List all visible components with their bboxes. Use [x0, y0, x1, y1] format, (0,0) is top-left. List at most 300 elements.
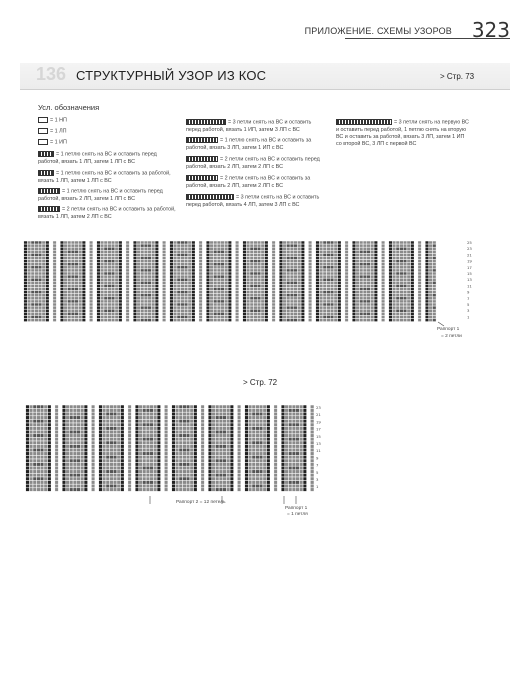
chart-cell — [172, 470, 176, 474]
chart-cell — [221, 250, 225, 253]
chart-cell — [142, 477, 146, 481]
chart-cell — [26, 481, 30, 485]
chart-cell — [151, 241, 155, 244]
chart-cell — [396, 275, 400, 278]
chart-cell — [84, 430, 88, 434]
chart-cell — [278, 423, 282, 427]
chart-cell — [274, 430, 278, 434]
chart-cell — [130, 269, 134, 272]
chart-cell — [88, 434, 92, 438]
chart-cell — [267, 441, 271, 445]
chart-cell — [422, 306, 426, 309]
chart-cell — [73, 481, 77, 485]
chart-cell — [310, 448, 314, 452]
chart-cell — [363, 306, 367, 309]
chart-cell — [250, 281, 254, 284]
chart-cell — [111, 309, 115, 312]
chart-cell — [219, 488, 223, 492]
chart-cell — [246, 281, 250, 284]
chart-cell — [104, 315, 108, 318]
chart-cell — [319, 306, 323, 309]
chart-cell — [246, 275, 250, 278]
chart-cell — [400, 294, 404, 297]
chart-cell — [59, 466, 63, 470]
chart-cell — [44, 484, 48, 488]
chart-cell — [122, 253, 126, 256]
chart-cell — [144, 263, 148, 266]
chart-cell — [108, 297, 112, 300]
chart-cell — [27, 257, 31, 260]
chart-cell — [137, 288, 141, 291]
chart-cell — [144, 312, 148, 315]
chart-cell — [267, 434, 271, 438]
chart-cell — [349, 319, 353, 322]
chart-cell — [234, 441, 238, 445]
chart-cell — [403, 241, 407, 244]
chart-cell — [201, 455, 205, 459]
chart-cell — [177, 309, 181, 312]
chart-cell — [283, 257, 287, 260]
chart-cell — [140, 272, 144, 275]
chart-cell — [367, 263, 371, 266]
chart-cell — [132, 441, 136, 445]
chart-cell — [307, 427, 311, 431]
chart-cell — [254, 241, 258, 244]
legend-item-13: = 3 петли снять на первую ВС и оставить перед работой, 1 петлю снять на вторую ВС и оставить за работой, вязать 3 ЛП, затем 1 ИП со второй ВС, 3 ЛП с первой ВС — [336, 119, 469, 148]
chart-cell — [403, 300, 407, 303]
chart-cell — [155, 291, 159, 294]
chart-cell — [403, 269, 407, 272]
row-number: 17 — [316, 426, 321, 432]
chart-cell — [252, 448, 256, 452]
chart-cell — [183, 423, 187, 427]
chart-cell — [53, 309, 57, 312]
chart-cell — [261, 269, 265, 272]
chart-cell — [60, 263, 64, 266]
chart-cell — [66, 423, 70, 427]
chart-cell — [175, 481, 179, 485]
chart-cell — [246, 269, 250, 272]
chart-cell — [367, 247, 371, 250]
chart-cell — [296, 405, 300, 409]
chart-cell — [363, 260, 367, 263]
chart-cell — [310, 459, 314, 463]
chart-cell — [389, 319, 393, 322]
chart-cell — [133, 294, 137, 297]
chart-cell — [97, 281, 101, 284]
chart-cell — [370, 278, 374, 281]
chart-cell — [51, 405, 55, 409]
chart-cell — [102, 484, 106, 488]
chart-cell — [323, 263, 327, 266]
chart-cell — [78, 315, 82, 318]
chart-cell — [192, 303, 196, 306]
chart-cell — [286, 275, 290, 278]
chart-cell — [248, 484, 252, 488]
chart-cell — [172, 405, 176, 409]
chart-cell — [80, 412, 84, 416]
chart-cell — [245, 481, 249, 485]
chart-cell — [316, 278, 320, 281]
chart-cell — [168, 459, 172, 463]
chart-cell — [224, 266, 228, 269]
chart-cell — [144, 257, 148, 260]
chart-cell — [403, 306, 407, 309]
chart-cell — [261, 315, 265, 318]
chart-cell — [203, 281, 207, 284]
chart-cell — [429, 257, 433, 260]
chart-cell — [359, 253, 363, 256]
chart-cell — [31, 312, 35, 315]
chart-cell — [93, 306, 97, 309]
chart-cell — [135, 463, 139, 467]
chart-cell — [35, 263, 39, 266]
chart-cell — [206, 244, 210, 247]
chart-cell — [78, 284, 82, 287]
chart-cell — [215, 437, 219, 441]
chart-cell — [256, 423, 260, 427]
chart-cell — [99, 416, 103, 420]
chart-cell — [197, 484, 201, 488]
chart-cell — [254, 294, 258, 297]
chart-cell — [243, 312, 247, 315]
chart-cell — [199, 253, 203, 256]
chart-cell — [111, 260, 115, 263]
chart-cell — [239, 309, 243, 312]
chart-cell — [259, 427, 263, 431]
chart-cell — [212, 473, 216, 477]
chart-cell — [140, 247, 144, 250]
chart-cell — [69, 455, 73, 459]
chart-cell — [184, 250, 188, 253]
chart-cell — [374, 275, 378, 278]
chart-cell — [374, 241, 378, 244]
chart-cell — [24, 281, 28, 284]
chart-cell — [62, 452, 66, 456]
chart-cell — [272, 303, 276, 306]
chart-cell — [206, 288, 210, 291]
chart-cell — [285, 419, 289, 423]
chart-cell — [243, 284, 247, 287]
chart-cell — [414, 300, 418, 303]
chart-cell — [248, 466, 252, 470]
chart-cell — [126, 263, 130, 266]
chart-cell — [46, 319, 50, 322]
chart-cell — [219, 459, 223, 463]
chart-cell — [124, 412, 128, 416]
chart-cell — [148, 281, 152, 284]
chart-cell — [124, 484, 128, 488]
chart-cell — [370, 244, 374, 247]
chart-cell — [110, 484, 114, 488]
chart-cell — [144, 269, 148, 272]
chart-cell — [323, 297, 327, 300]
chart-cell — [279, 312, 283, 315]
chart-cell — [303, 430, 307, 434]
chart-cell — [286, 266, 290, 269]
chart-cell — [374, 260, 378, 263]
chart-cell — [183, 419, 187, 423]
chart-cell — [232, 306, 236, 309]
chart-cell — [276, 241, 280, 244]
chart-cell — [153, 459, 157, 463]
chart-cell — [274, 466, 278, 470]
chart-cell — [296, 409, 300, 413]
chart-cell — [235, 250, 239, 253]
chart-cell — [124, 423, 128, 427]
chart-cell — [53, 247, 57, 250]
chart-cell — [48, 466, 52, 470]
chart-cell — [425, 306, 429, 309]
chart-cell — [312, 257, 316, 260]
chart-cell — [80, 477, 84, 481]
chart-cell — [53, 319, 57, 322]
chart-cell — [108, 257, 112, 260]
chart-cell — [310, 455, 314, 459]
chart-cell — [215, 473, 219, 477]
chart-cell — [429, 319, 433, 322]
chart-cell — [303, 445, 307, 449]
chart-cell — [100, 269, 104, 272]
chart-cell — [89, 312, 93, 315]
repeat-label-top: Раппорт 1 — [437, 327, 460, 332]
chart-cell — [177, 288, 181, 291]
chart-cell — [71, 300, 75, 303]
chart-cell — [400, 275, 404, 278]
chart-cell — [115, 275, 119, 278]
chart-cell — [223, 405, 227, 409]
chart-cell — [48, 419, 52, 423]
chart-cell — [139, 484, 143, 488]
chart-cell — [93, 284, 97, 287]
chart-cell — [153, 430, 157, 434]
chart-cell — [62, 463, 66, 467]
chart-cell — [53, 266, 57, 269]
chart-cell — [418, 281, 422, 284]
chart-cell — [349, 241, 353, 244]
chart-cell — [162, 284, 166, 287]
chart-cell — [168, 441, 172, 445]
chart-cell — [230, 405, 234, 409]
chart-cell — [113, 405, 117, 409]
chart-cell — [75, 288, 79, 291]
chart-cell — [378, 269, 382, 272]
chart-cell — [197, 452, 201, 456]
chart-cell — [100, 319, 104, 322]
chart-cell — [84, 434, 88, 438]
chart-cell — [418, 260, 422, 263]
chart-cell — [104, 288, 108, 291]
chart-cell — [128, 419, 132, 423]
chart-cell — [117, 409, 121, 413]
chart-cell — [110, 445, 114, 449]
chart-cell — [226, 412, 230, 416]
chart-cell — [219, 477, 223, 481]
chart-cell — [414, 253, 418, 256]
chart-cell — [51, 427, 55, 431]
chart-cell — [403, 281, 407, 284]
chart-cell — [245, 445, 249, 449]
chart-cell — [150, 427, 154, 431]
chart-cell — [71, 297, 75, 300]
chart-cell — [323, 269, 327, 272]
chart-cell — [230, 430, 234, 434]
chart-cell — [135, 459, 139, 463]
chart-cell — [173, 278, 177, 281]
chart-cell — [78, 260, 82, 263]
chart-cell — [252, 430, 256, 434]
chart-cell — [69, 412, 73, 416]
chart-cell — [181, 319, 185, 322]
chart-cell — [370, 253, 374, 256]
chart-cell — [155, 260, 159, 263]
chart-cell — [296, 459, 300, 463]
chart-cell — [206, 294, 210, 297]
chart-cell — [192, 315, 196, 318]
chart-cell — [246, 309, 250, 312]
chart-cell — [396, 288, 400, 291]
chart-cell — [20, 284, 24, 287]
chart-cell — [257, 306, 261, 309]
chart-cell — [113, 455, 117, 459]
chart-cell — [181, 253, 185, 256]
chart-cell — [356, 278, 360, 281]
chart-cell — [265, 297, 269, 300]
chart-cell — [234, 459, 238, 463]
chart-cell — [57, 250, 61, 253]
chart-cell — [270, 409, 274, 413]
chart-cell — [24, 250, 28, 253]
chart-cell — [310, 430, 314, 434]
chart-cell — [35, 272, 39, 275]
chart-cell — [305, 303, 309, 306]
chart-cell — [151, 291, 155, 294]
chart-cell — [352, 272, 356, 275]
chart-cell — [195, 263, 199, 266]
chart-cell — [400, 263, 404, 266]
chart-cell — [59, 445, 63, 449]
chart-cell — [48, 484, 52, 488]
chart-cell — [241, 441, 245, 445]
chart-cell — [274, 409, 278, 413]
chart-cell — [142, 427, 146, 431]
chart-cell — [418, 241, 422, 244]
chart-cell — [121, 441, 125, 445]
chart-cell — [414, 266, 418, 269]
chart-cell — [292, 441, 296, 445]
chart-cell — [102, 423, 106, 427]
chart-cell — [254, 291, 258, 294]
chart-cell — [294, 284, 298, 287]
chart-cell — [95, 477, 99, 481]
chart-cell — [166, 278, 170, 281]
chart-cell — [184, 257, 188, 260]
chart-cell — [254, 281, 258, 284]
chart-cell — [27, 266, 31, 269]
chart-cell — [374, 281, 378, 284]
chart-cell — [29, 434, 33, 438]
chart-cell — [124, 430, 128, 434]
chart-cell — [283, 275, 287, 278]
chart-cell — [150, 470, 154, 474]
chart-cell — [172, 427, 176, 431]
chart-cell — [122, 300, 126, 303]
chart-cell — [290, 303, 294, 306]
chart-cell — [232, 288, 236, 291]
chart-cell — [310, 481, 314, 485]
chart-cell — [106, 409, 110, 413]
chart-cell — [257, 312, 261, 315]
chart-cell — [97, 250, 101, 253]
chart-cell — [234, 484, 238, 488]
chart-cell — [252, 477, 256, 481]
chart-cell — [256, 441, 260, 445]
chart-cell — [307, 412, 311, 416]
chart-cell — [159, 306, 163, 309]
chart-cell — [64, 294, 68, 297]
chart-cell — [276, 278, 280, 281]
chart-cell — [195, 312, 199, 315]
chart-cell — [248, 455, 252, 459]
chart-cell — [203, 288, 207, 291]
chart-cell — [294, 263, 298, 266]
chart-cell — [150, 488, 154, 492]
chart-cell — [307, 409, 311, 413]
chart-cell — [42, 253, 46, 256]
chart-cell — [254, 288, 258, 291]
chart-cell — [164, 488, 168, 492]
chart-cell — [93, 288, 97, 291]
chart-cell — [278, 481, 282, 485]
chart-cell — [110, 434, 114, 438]
chart-cell — [35, 244, 39, 247]
chart-cell — [48, 405, 52, 409]
chart-cell — [297, 300, 301, 303]
chart-cell — [418, 306, 422, 309]
chart-cell — [308, 263, 312, 266]
chart-cell — [239, 288, 243, 291]
chart-cell — [75, 266, 79, 269]
chart-cell — [292, 466, 296, 470]
chart-cell — [243, 303, 247, 306]
chart-cell — [272, 269, 276, 272]
chart-cell — [137, 319, 141, 322]
row-number: 15 — [316, 433, 321, 439]
chart-cell — [341, 260, 345, 263]
chart-cell — [312, 272, 316, 275]
chart-cell — [55, 441, 59, 445]
chart-cell — [117, 419, 121, 423]
chart-cell — [128, 484, 132, 488]
chart-cell — [341, 250, 345, 253]
chart-cell — [224, 241, 228, 244]
page-ref-top: > Стр. 73 — [440, 72, 475, 81]
chart-cell — [93, 244, 97, 247]
chart-cell — [235, 278, 239, 281]
chart-cell — [330, 303, 334, 306]
chart-cell — [151, 266, 155, 269]
chart-cell — [172, 455, 176, 459]
chart-cell — [257, 257, 261, 260]
chart-cell — [305, 278, 309, 281]
chart-cell — [327, 244, 331, 247]
chart-cell — [46, 263, 50, 266]
chart-cell — [307, 437, 311, 441]
chart-cell — [113, 441, 117, 445]
chart-cell — [411, 319, 415, 322]
chart-cell — [122, 303, 126, 306]
chart-cell — [126, 260, 130, 263]
